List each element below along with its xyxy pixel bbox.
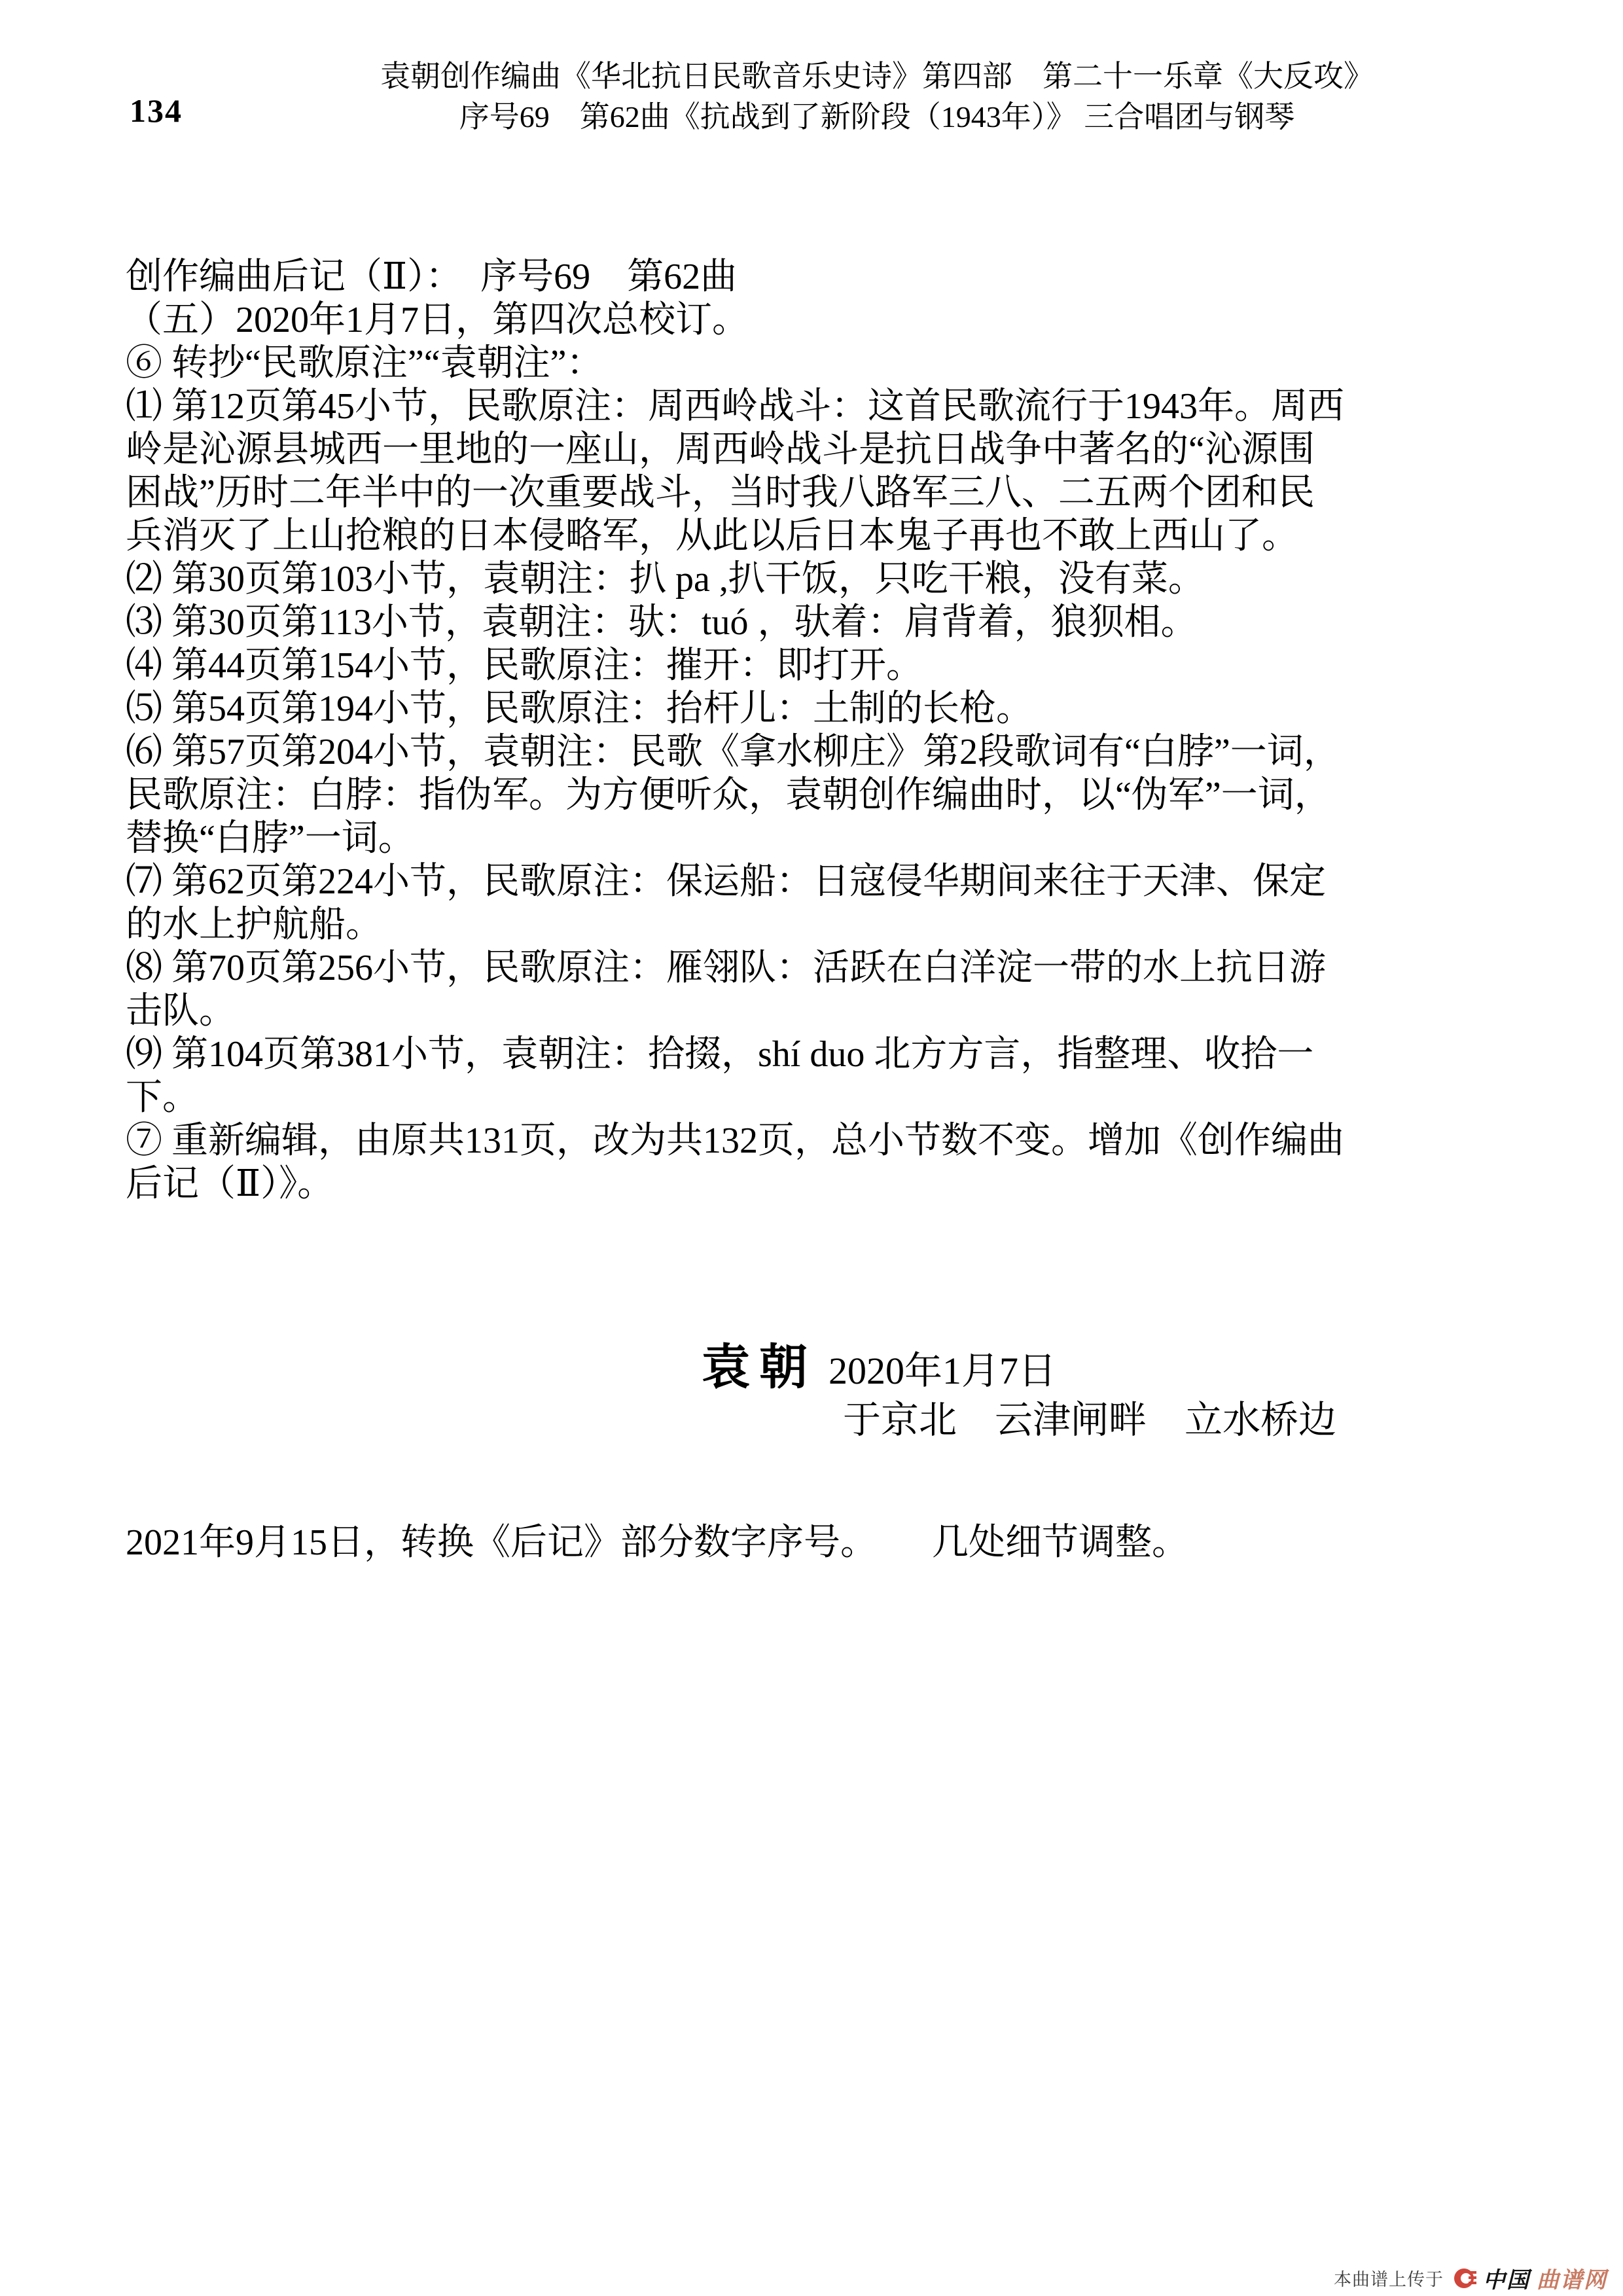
- text-line: 民歌原注：白脖：指伪军。为方便听众，袁朝创作编曲时，以“伪军”一词，: [126, 775, 1331, 816]
- text-line: 下。: [126, 1077, 199, 1118]
- score-header: [157, 56, 1597, 137]
- signature-place: 于京北 云津闸畔 立水桥边: [843, 1399, 1337, 1441]
- text-line: ⑦ 重新编辑，由原共131页，改为共132页，总小节数不变。增加《创作编曲: [126, 1121, 1344, 1161]
- text-line: 击队。: [126, 991, 236, 1031]
- text-line: ⑻ 第70页第256小节，民歌原注：雁翎队：活跃在白洋淀一带的水上抗日游: [126, 948, 1326, 988]
- logo-staff-lines-icon: [1469, 2271, 1476, 2284]
- site-logo-icon: [1454, 2267, 1476, 2289]
- text-line: ⑴ 第12页第45小节，民歌原注：周西岭战斗：这首民歌流行于1943年。周西: [126, 386, 1344, 427]
- text-line: 后记（Ⅱ）》。: [126, 1164, 334, 1204]
- text-line: 岭是沁源县城西一里地的一座山，周西岭战斗是抗日战争中著名的“沁源围: [126, 429, 1315, 470]
- revision-note-2021: 2021年9月15日，转换《后记》部分数字序号。 几处细节调整。: [126, 1522, 1188, 1563]
- text-line: ⑥ 转抄“民歌原注”“袁朝注”：: [126, 343, 603, 384]
- text-line: ⑵ 第30页第103小节，袁朝注：扒 pa ,扒干饭，只吃干粮，没有菜。: [126, 559, 1205, 600]
- uploaded-by-text: 本曲谱上传于: [1334, 2270, 1444, 2289]
- signature-row: [702, 1329, 1056, 1398]
- text-line: 创作编曲后记（Ⅱ）： 序号69 第62曲: [126, 257, 738, 297]
- text-line: ⑶ 第30页第113小节，袁朝注：驮：tuó ，驮着：肩背着，狼狈相。: [126, 602, 1198, 643]
- header-title-line2: 序号69 第62曲《抗战到了新阶段（1943年）》 三合唱团与钢琴: [459, 100, 1295, 134]
- header-title-line1: 袁朝创作编曲《华北抗日民歌音乐史诗》第四部 第二十一乐章《大反攻》: [380, 60, 1374, 93]
- text-line: ⑸ 第54页第194小节，民歌原注：抬杆儿：土制的长枪。: [126, 689, 1033, 729]
- text-line: 困战”历时二年半中的一次重要战斗，当时我八路军三八、二五两个团和民: [126, 473, 1315, 513]
- page-number: 134: [130, 92, 183, 129]
- site-name-black: 中国: [1483, 2268, 1530, 2293]
- signature-name: 袁朝: [702, 1341, 817, 1395]
- site-name-red: 曲谱网: [1537, 2268, 1607, 2293]
- text-line: 替换“白脖”一词。: [126, 818, 415, 859]
- text-line: ⑹ 第57页第204小节，袁朝注：民歌《拿水柳庄》第2段歌词有“白脖”一词，: [126, 732, 1340, 772]
- text-line: ⑼ 第104页第381小节，袁朝注：拾掇，shí duo 北方方言，指整理、收拾一: [126, 1034, 1314, 1075]
- text-line: ⑺ 第62页第224小节，民歌原注：保运船：日寇侵华期间来往于天津、保定: [126, 861, 1326, 902]
- signature-date: 2020年1月7日: [829, 1350, 1057, 1392]
- text-line: 的水上护航船。: [126, 905, 382, 945]
- text-line: ⑷ 第44页第154小节，民歌原注：摧开：即打开。: [126, 645, 923, 686]
- text-line: 兵消灭了上山抢粮的日本侵略军，从此以后日本鬼子再也不敢上西山了。: [126, 516, 1298, 556]
- watermark-footer: [1334, 2262, 1607, 2294]
- text-line: （五）2020年1月7日，第四次总校订。: [126, 300, 749, 340]
- postscript-body: [126, 255, 1565, 1206]
